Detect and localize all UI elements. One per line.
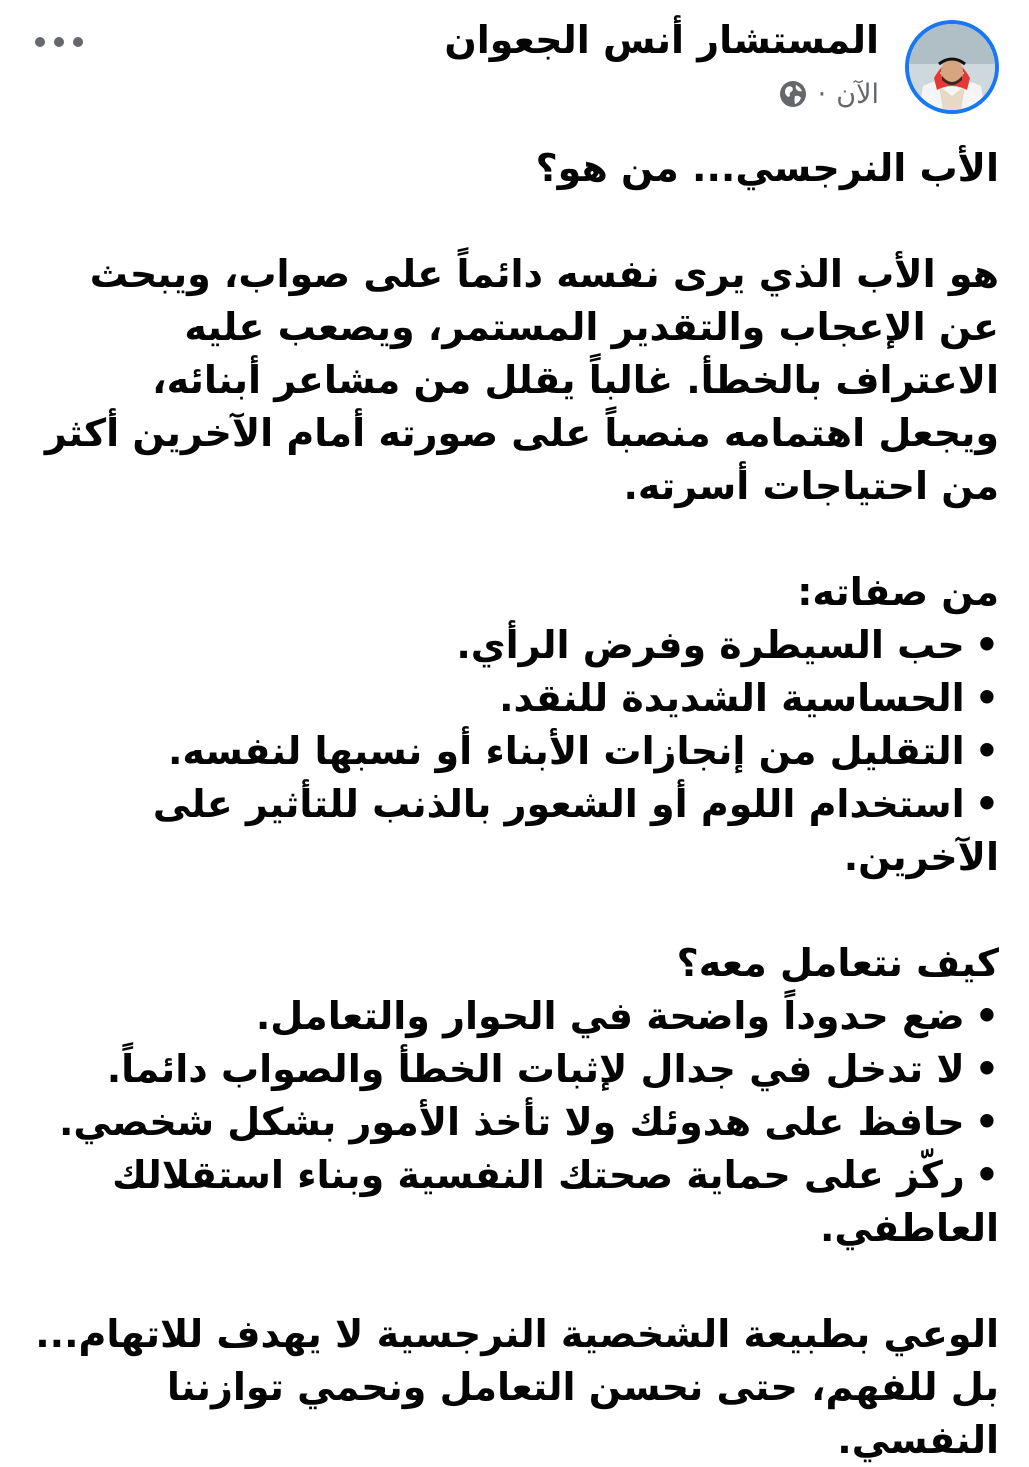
more-options-button[interactable] [24,22,94,62]
coping-heading: كيف نتعامل معه؟ [676,941,999,985]
bullet-mark: • [974,1153,999,1197]
coping-text: حافظ على هدوئك ولا تأخذ الأمور بشكل شخصي. [59,1100,965,1144]
traits-heading: من صفاته: [797,570,999,614]
author-name[interactable]: المستشار أنس الجعوان [444,18,879,62]
trait-text: حب السيطرة وفرض الرأي. [456,623,965,667]
post-conclusion: الوعي بطبيعة الشخصية النرجسية لا يهدف للاتهام... بل للفهم، حتى نحسن التعامل ونحمي توازننا النفسي. [35,1312,999,1462]
list-item [27,725,999,778]
bullet-mark: • [974,676,999,720]
list-item [27,1149,999,1255]
post-intro: هو الأب الذي يرى نفسه دائماً على صواب، ويبحث عن الإعجاب والتقدير المستمر، ويصعب عليه الاعتراف بالخطأ. غالباً يقلل من مشاعر أبنائه، ويجعل اهتمامه منصباً على صورته أمام الآخرين أكثر من احتياجات أسرته. [44,252,999,508]
globe-icon[interactable] [778,79,808,109]
avatar[interactable] [905,20,999,114]
trait-text: استخدام اللوم أو الشعور بالذنب للتأثير على الآخرين. [152,782,999,879]
list-item [27,990,999,1043]
post-header [0,0,1029,130]
bullet-mark: • [974,623,999,667]
bullet-mark: • [974,994,999,1038]
more-horizontal-icon [73,37,83,47]
coping-text: لا تدخل في جدال لإثبات الخطأ والصواب دائماً. [106,1047,965,1091]
list-item [27,1096,999,1149]
more-horizontal-icon [35,37,45,47]
trait-text: الحساسية الشديدة للنقد. [499,676,965,720]
bullet-mark: • [974,729,999,773]
list-item [27,1043,999,1096]
coping-text: ضع حدوداً واضحة في الحوار والتعامل. [255,994,965,1038]
avatar-photo [909,24,995,110]
bullet-mark: • [974,782,999,826]
bullet-mark: • [974,1047,999,1091]
post-title: الأب النرجسي... من هو؟ [535,146,999,190]
list-item [27,619,999,672]
more-horizontal-icon [54,37,64,47]
post-body [27,142,999,1467]
meta-separator: · [817,78,827,110]
coping-text: ركّز على حماية صحتك النفسية وبناء استقلالك العاطفي. [112,1153,999,1250]
trait-text: التقليل من إنجازات الأبناء أو نسبها لنفسه. [167,729,965,773]
list-item [27,778,999,884]
traits-list [27,619,999,884]
coping-list [27,990,999,1255]
list-item [27,672,999,725]
post-time[interactable]: الآن [836,78,879,110]
bullet-mark: • [974,1100,999,1144]
post-meta [778,76,879,112]
